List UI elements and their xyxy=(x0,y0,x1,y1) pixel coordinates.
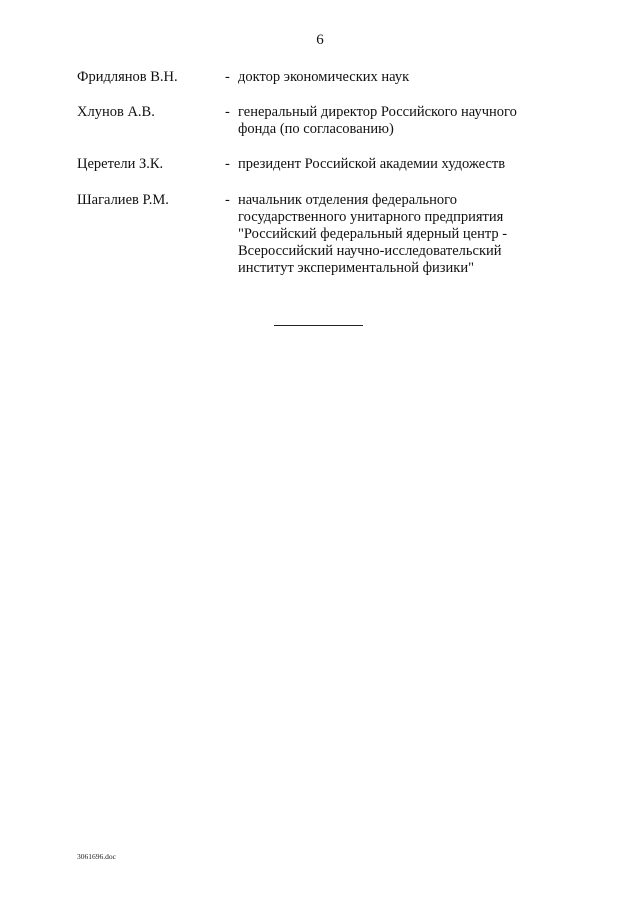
description-line: институт экспериментальной физики" xyxy=(238,260,475,276)
description-line: государственного унитарного предприятия xyxy=(238,209,504,225)
member-dash: - xyxy=(225,156,230,172)
member-description xyxy=(238,156,558,173)
member-dash: - xyxy=(225,69,230,85)
description-line: генеральный директор Российского научного xyxy=(238,104,517,120)
page-number: 6 xyxy=(316,32,324,48)
member-name: Хлунов А.В. xyxy=(77,104,155,120)
member-name: Шагалиев Р.М. xyxy=(77,192,169,208)
member-description xyxy=(238,69,558,86)
description-line: начальник отделения федерального xyxy=(238,192,457,208)
member-description xyxy=(238,192,558,277)
description-line: "Российский федеральный ядерный центр - xyxy=(238,226,508,242)
description-line: президент Российской академии художеств xyxy=(238,156,506,172)
description-line: Всероссийский научно-исследовательский xyxy=(238,243,502,259)
end-divider-line xyxy=(274,325,363,326)
description-line: доктор экономических наук xyxy=(238,69,410,85)
member-description xyxy=(238,104,558,138)
member-dash: - xyxy=(225,104,230,120)
footer-filename: 3061696.doc xyxy=(77,852,116,861)
member-name: Церетели З.К. xyxy=(77,156,164,172)
member-dash: - xyxy=(225,192,230,208)
description-line: фонда (по согласованию) xyxy=(238,121,394,137)
member-name: Фридлянов В.Н. xyxy=(77,69,178,85)
